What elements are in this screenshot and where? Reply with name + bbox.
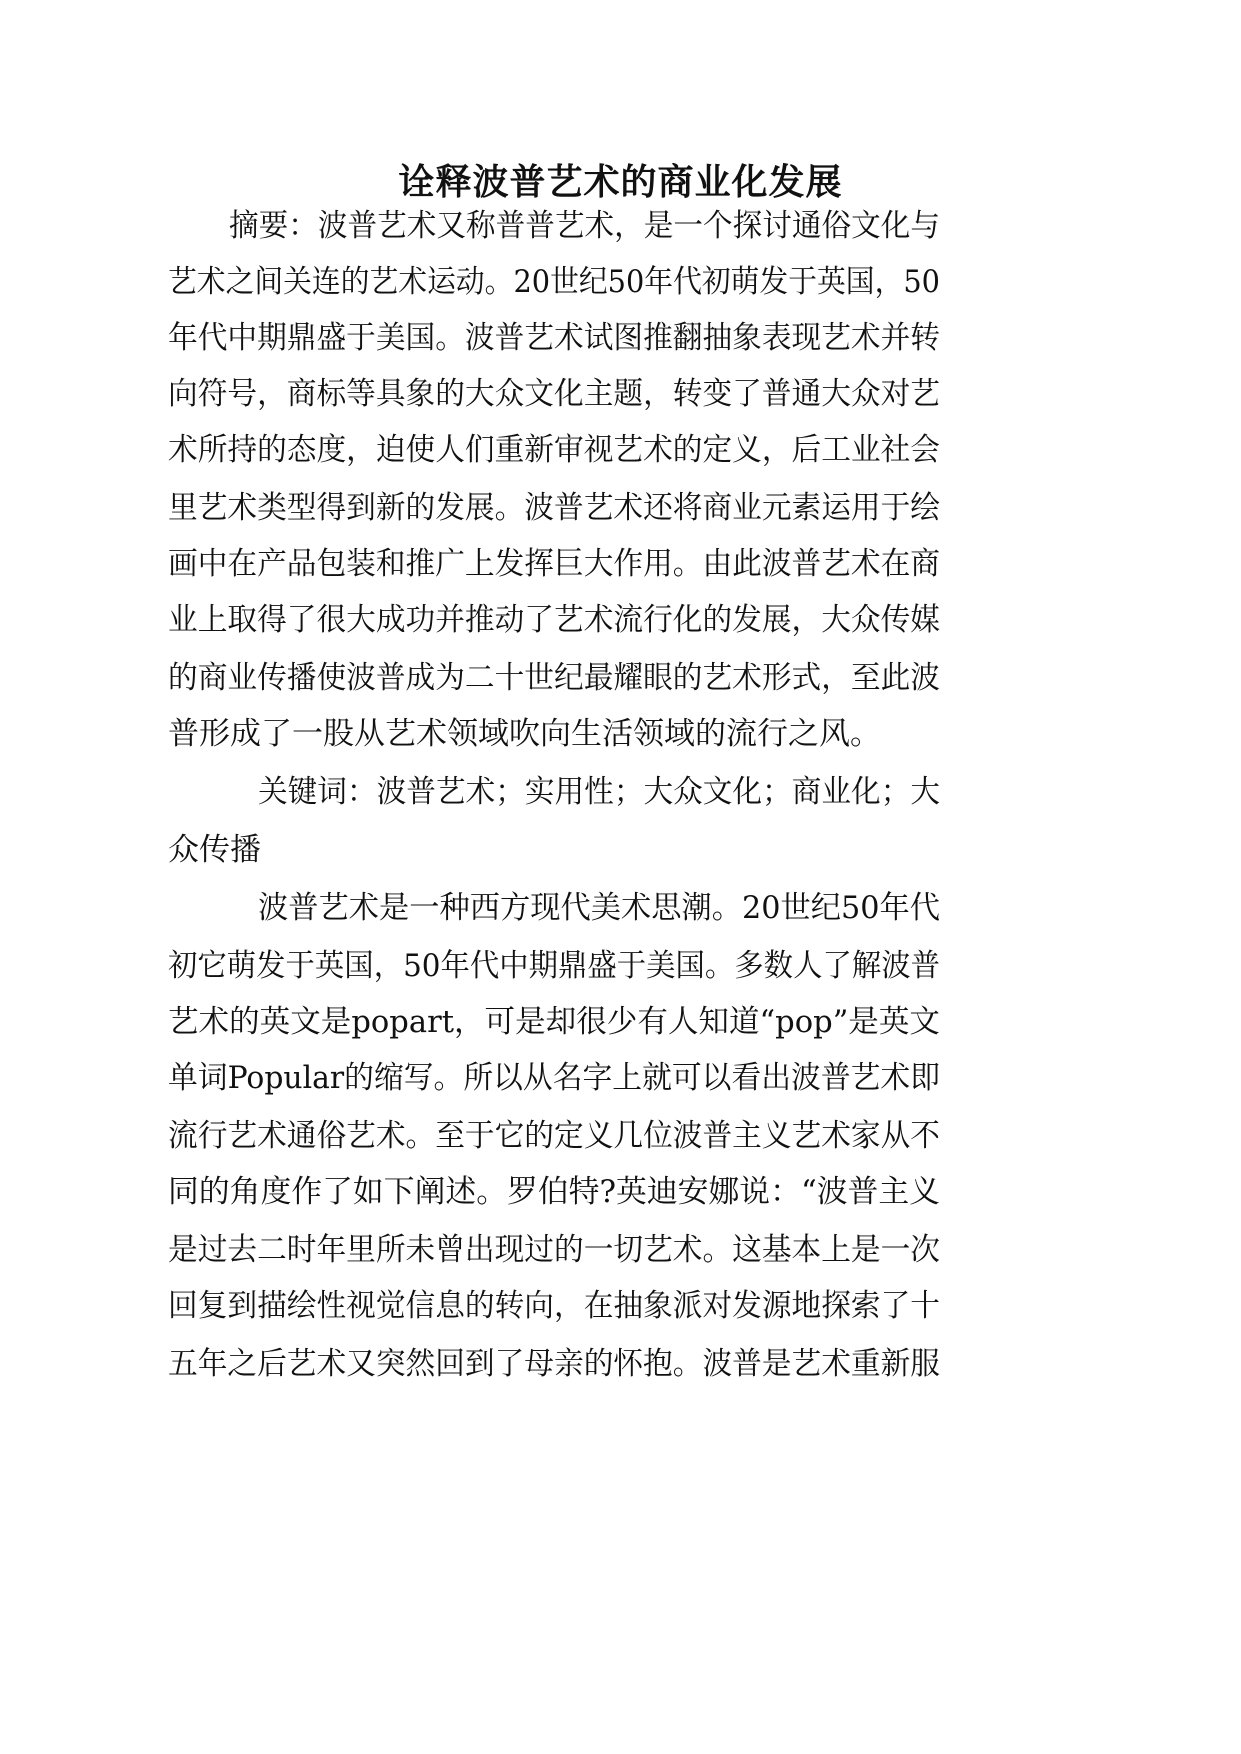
line-text: 普形成了一股从艺术领域吹向生活领域的流行之风。 (168, 716, 881, 752)
line-text: 里艺术类型得到新的发展。波普艺术还将商业元素运用于绘 (168, 490, 940, 526)
line-text: 是过去二时年里所未曾出现过的一切艺术。这基本上是一次 (168, 1232, 940, 1268)
text-line (0, 206, 1241, 246)
line-text: 回复到描绘性视觉信息的转向，在抽象派对发源地探索了十 (168, 1288, 940, 1324)
line-text: 流行艺术通俗艺术。至于它的定义几位波普主义艺术家从不 (168, 1118, 940, 1154)
line-text: 术所持的态度，迫使人们重新审视艺术的定义，后工业社会 (168, 432, 940, 468)
text-line (0, 946, 1241, 986)
text-line (0, 1116, 1241, 1156)
text-line (0, 1286, 1241, 1326)
text-line (0, 1172, 1241, 1212)
text-line (0, 430, 1241, 470)
text-line (0, 544, 1241, 584)
keywords-text: 众传播 (168, 832, 261, 868)
line-text: 艺术之间关连的艺术运动。20世纪50年代初萌发于英国，50 (168, 264, 940, 300)
keywords-line (0, 830, 1241, 870)
text-line (0, 600, 1241, 640)
text-line (0, 1344, 1241, 1384)
line-text: 单词Popular的缩写。所以从名字上就可以看出波普艺术即 (168, 1060, 940, 1096)
line-text: 向符号，商标等具象的大众文化主题，转变了普通大众对艺 (168, 376, 940, 412)
line-text: 画中在产品包装和推广上发挥巨大作用。由此波普艺术在商 (168, 546, 940, 582)
line-text: 业上取得了很大成功并推动了艺术流行化的发展，大众传媒 (168, 602, 940, 638)
text-line (0, 262, 1241, 302)
line-text: 摘要：波普艺术又称普普艺术，是一个探讨通俗文化与 (229, 208, 940, 244)
text-line (0, 488, 1241, 528)
text-line (0, 1058, 1241, 1098)
line-text: 的商业传播使波普成为二十世纪最耀眼的艺术形式，至此波 (168, 660, 940, 696)
text-line (0, 1002, 1241, 1042)
text-line (0, 374, 1241, 414)
document-title: 诠释波普艺术的商业化发展 (398, 161, 843, 203)
line-text: 五年之后艺术又突然回到了母亲的怀抱。波普是艺术重新服 (168, 1346, 940, 1382)
line-text: 初它萌发于英国，50年代中期鼎盛于美国。多数人了解波普 (168, 948, 940, 984)
text-line (0, 714, 1241, 754)
line-text: 波普艺术是一种西方现代美术思潮。20世纪50年代 (258, 890, 940, 926)
text-line (0, 318, 1241, 358)
line-text: 年代中期鼎盛于美国。波普艺术试图推翻抽象表现艺术并转 (168, 320, 940, 356)
text-line (0, 658, 1241, 698)
keywords-line (0, 772, 1241, 812)
keywords-text: 关键词：波普艺术；实用性；大众文化；商业化；大 (258, 774, 940, 810)
text-line (0, 888, 1241, 928)
text-line (0, 1230, 1241, 1270)
line-text: 艺术的英文是popart，可是却很少有人知道“pop”是英文 (168, 1004, 940, 1040)
line-text: 同的角度作了如下阐述。罗伯特?英迪安娜说：“波普主义 (168, 1174, 940, 1210)
